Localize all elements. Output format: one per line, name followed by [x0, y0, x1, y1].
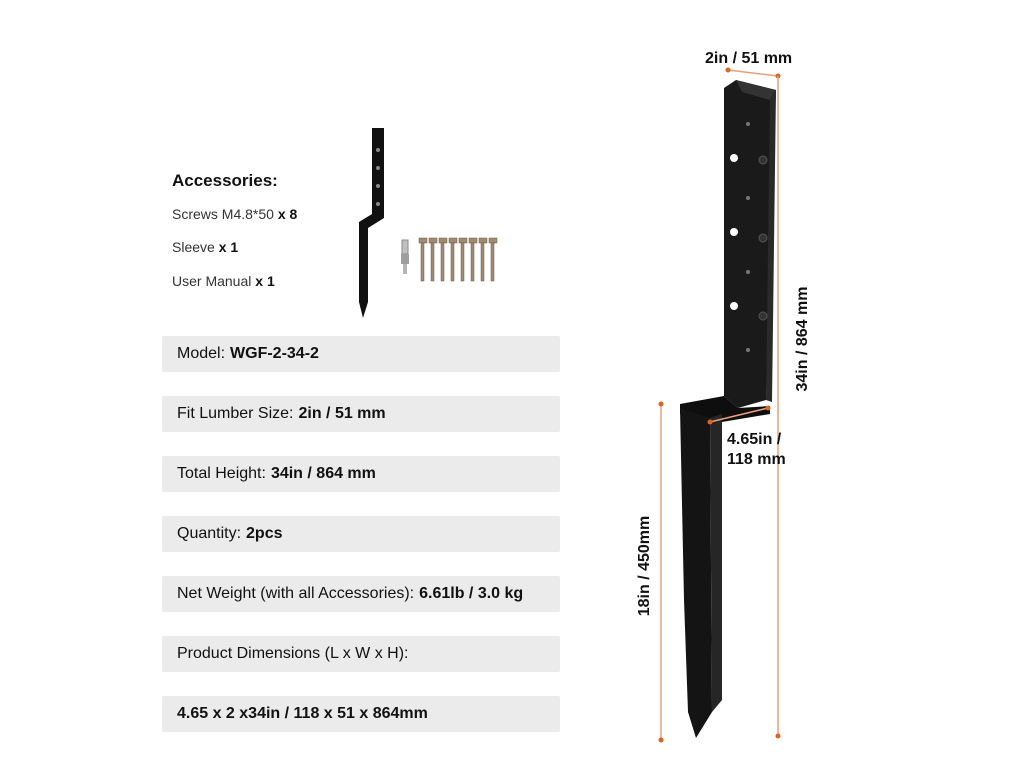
spec-label: Product Dimensions (L x W x H): [177, 645, 409, 662]
spec-label: Net Weight (with all Accessories): [177, 585, 415, 602]
screws-image [419, 238, 497, 281]
spec-value: WGF-2-34-2 [230, 345, 319, 362]
spec-value: 2pcs [246, 525, 283, 542]
accessories-title: Accessories: [172, 171, 278, 190]
spec-label: Quantity: [177, 525, 242, 542]
spec-value: 4.65 x 2 x34in / 118 x 51 x 864mm [177, 705, 428, 722]
dimension-total-height-label: 34in / 864 mm [794, 286, 811, 392]
accessory-qty: x 1 [218, 239, 239, 255]
accessory-qty: x 8 [277, 206, 298, 222]
spec-label: Fit Lumber Size: [177, 405, 294, 422]
dimension-offset-label-line2: 118 mm [727, 451, 786, 468]
spec-value: 2in / 51 mm [298, 405, 386, 422]
accessory-qty: x 1 [255, 273, 275, 289]
spec-label: Total Height: [177, 465, 266, 482]
dimension-top-width-label: 2in / 51 mm [705, 50, 793, 67]
dimension-offset-label-line1: 4.65in / [727, 431, 782, 448]
spec-value: 34in / 864 mm [270, 465, 376, 482]
dimension-spike-height-label: 18in / 450mm [636, 515, 653, 617]
spec-label: Model: [177, 345, 226, 362]
accessory-label: Sleeve [172, 239, 215, 255]
sleeve-image [401, 240, 409, 274]
accessory-label: User Manual [172, 273, 252, 289]
accessory-label: Screws M4.8*50 [172, 206, 274, 222]
spec-value: 6.61lb / 3.0 kg [419, 585, 524, 602]
stake-thumbnail-image [359, 128, 384, 318]
